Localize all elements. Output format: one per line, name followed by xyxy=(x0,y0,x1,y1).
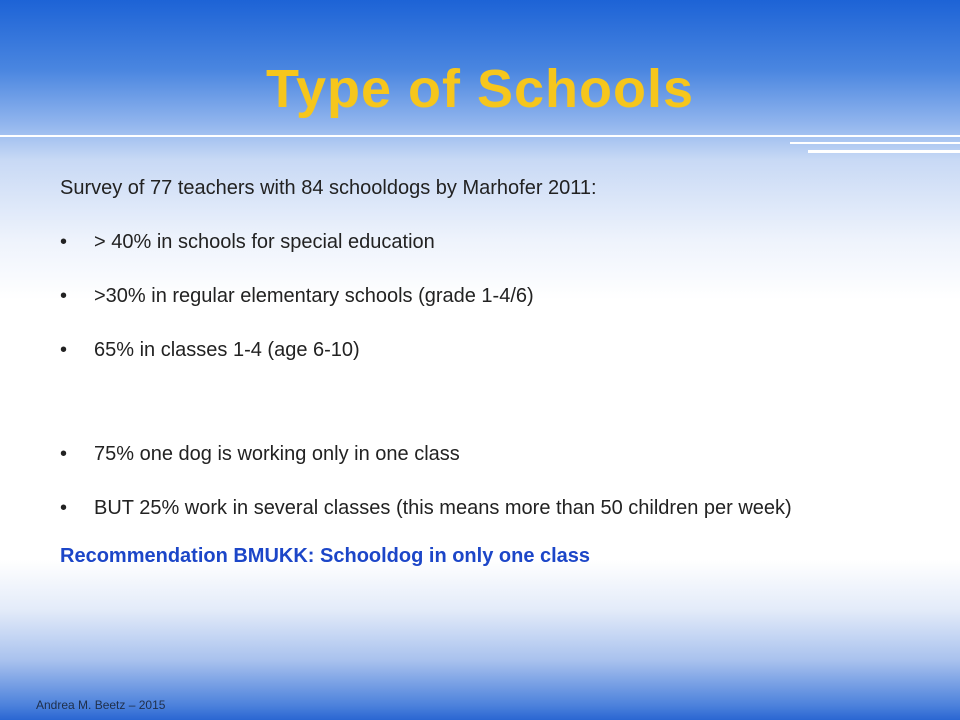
header-divider-line xyxy=(0,135,960,137)
bullet-text: 75% one dog is working only in one class xyxy=(94,443,460,465)
bullet-dot: • xyxy=(60,231,68,253)
bullet-dot: • xyxy=(60,285,68,307)
bullet-item xyxy=(60,337,920,363)
intro-text: Survey of 77 teachers with 84 schooldogs by Marhofer 2011: xyxy=(60,177,597,199)
bullet-dot: • xyxy=(60,339,68,361)
bullet-text: 65% in classes 1-4 (age 6-10) xyxy=(94,339,360,361)
slide-body xyxy=(60,175,920,569)
bullet-item xyxy=(60,441,920,467)
bullet-text: BUT 25% work in several classes (this means more than 50 children per week) xyxy=(94,497,792,519)
bullet-text: > 40% in schools for special education xyxy=(94,231,435,253)
bullet-item xyxy=(60,495,920,521)
recommendation-text: Recommendation BMUKK: Schooldog in only one class xyxy=(60,545,591,567)
bullet-item xyxy=(60,283,920,309)
footer-author: Andrea M. Beetz – 2015 xyxy=(36,698,166,712)
slide-title: Type of Schools xyxy=(265,59,695,119)
bullet-text: >30% in regular elementary schools (grade 1-4/6) xyxy=(94,285,534,307)
bullet-item xyxy=(60,229,920,255)
header-accent-line-2 xyxy=(808,150,960,153)
header-accent-line xyxy=(790,142,960,144)
bullet-dot: • xyxy=(60,497,68,519)
bullet-dot: • xyxy=(60,443,68,465)
